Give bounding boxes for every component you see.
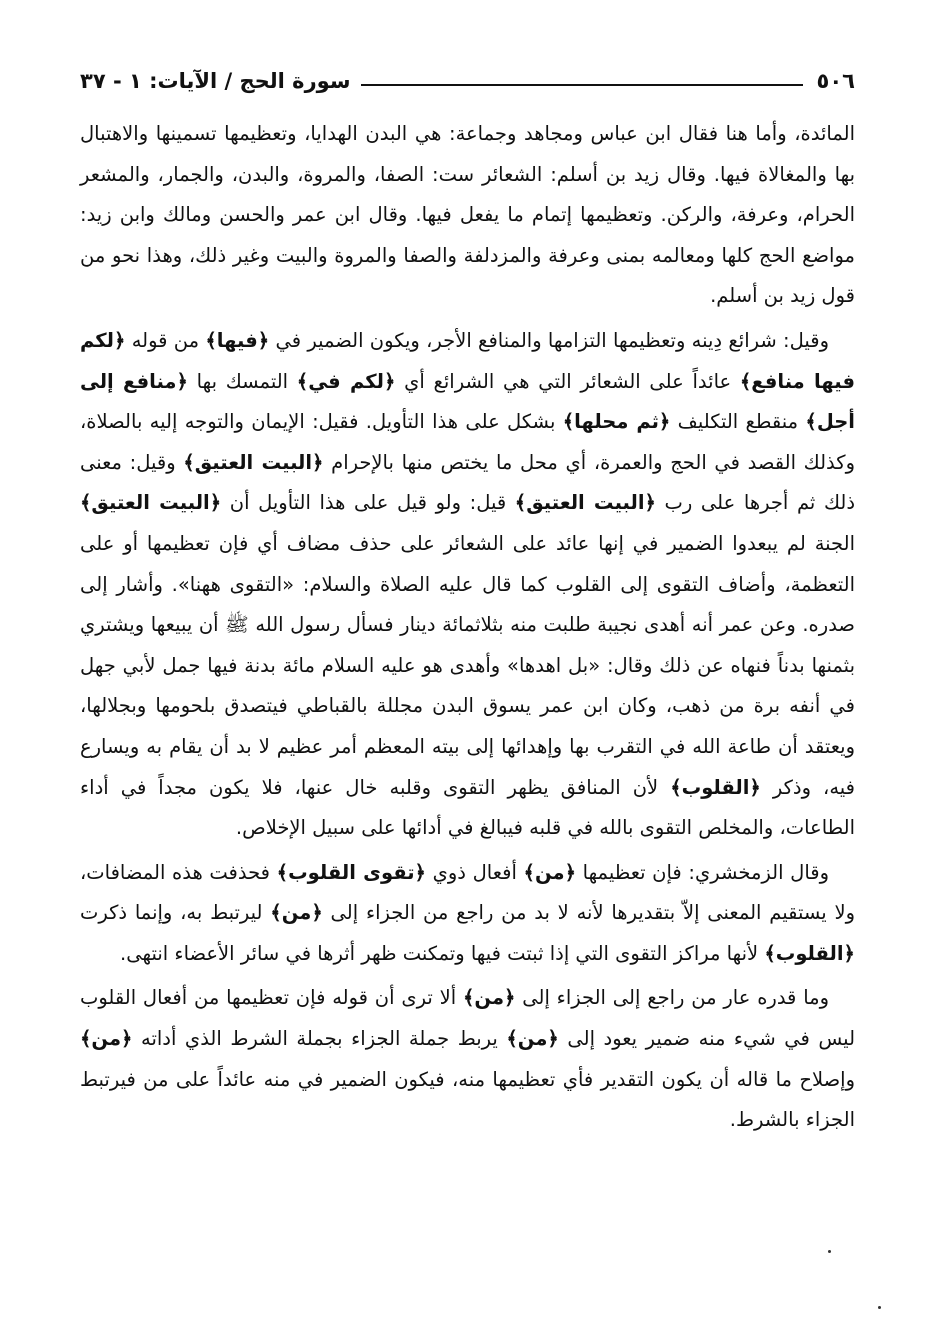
surah-title: سورة الحج / الآيات: ١ - ٣٧ [80, 69, 351, 93]
text-run: وقيل: معنى ذلك ثم أجرها على رب [80, 450, 856, 515]
quran-quote: ﴿لكم في﴾ [296, 369, 396, 393]
text-run: ليرتبط به، وإنما ذكرت [80, 901, 271, 925]
paragraph [80, 978, 855, 1140]
text-run: لأن المنافق يظهر التقوى وقلبه خال عنها، فلا يكون مجداً في أداء الطاعات، والمخلص التقوى بالله في قلبه فيبالغ في أدائها على سبيل الإخلاص. [80, 775, 855, 840]
quran-quote: ﴿من﴾ [462, 986, 516, 1010]
quran-quote: ﴿من﴾ [523, 860, 576, 884]
running-header [80, 58, 855, 92]
text-run: وقيل: شرائع دِينه وتعظيمها التزامها والمنافع الأجر، ويكون الضمير في [269, 328, 829, 352]
text-run: منقطع التكليف [670, 410, 806, 434]
header-rule [361, 84, 803, 86]
text-run: قيل: ولو قيل على هذا التأويل أن [221, 491, 515, 515]
text-run: من قوله [125, 328, 206, 352]
text-run: أفعال ذوي [426, 860, 524, 884]
paragraph [80, 853, 855, 975]
text-run: وقال الزمخشري: فإن تعظيمها [576, 860, 830, 884]
text-run: ألا ترى أن قوله فإن تعظيمها من أفعال القلوب ليس في شيء منه ضمير يعود إلى [80, 986, 856, 1051]
quran-quote: ﴿فيها﴾ [205, 328, 270, 352]
quran-quote: ﴿البيت العتيق﴾ [183, 450, 324, 474]
quran-quote: ﴿القلوب﴾ [764, 941, 855, 965]
text-run: وإصلاح ما قاله أن يكون التقدير فأي تعظيمها منه، فيكون الضمير في منه عائداً على من فيرتبط الجزاء بالشرط. [80, 1067, 855, 1132]
quran-quote: ﴿ثم محلها﴾ [562, 410, 671, 434]
text-run: التمسك بها [187, 369, 297, 393]
text-run: يربط جملة الجزاء بجملة الشرط الذي أداته [132, 1027, 507, 1051]
text-run: عائداً على الشعائر التي هي الشرائع أي [395, 369, 740, 393]
stray-ink-dot [828, 1250, 831, 1253]
text-run: وما قدره عار من راجع إلى الجزاء إلى [515, 986, 829, 1010]
stray-ink-dot [878, 1306, 881, 1309]
text-run: فحذفت هذه المضافات، ولا يستقيم المعنى إلاّ بتقديرها لأنه لا بد من راجع من الجزاء إلى [80, 860, 855, 925]
quran-quote: ﴿البيت العتيق﴾ [80, 491, 222, 515]
text-run: المائدة، وأما هنا فقال ابن عباس ومجاهد وجماعة: هي البدن الهدايا، وتعظيمها تسمينها والاهتبال بها والمغالاة فيها. وقال زيد بن أسلم: الشعائر ست: الصفا، والمروة، والبدن، والجمار، والمشعر الحرام، وعرفة، والركن. وتعظيمها إتمام ما يفعل فيها. وقال ابن عمر والحسن ومالك وابن زيد: مواضع الحج كلها ومعالمه بمنى وعرفة والمزدلفة والصفا والمروة والبيت وغير ذلك، وهذا نحو من قول زيد بن أسلم. [80, 122, 855, 308]
text-run: لأنها مراكز التقوى التي إذا ثبتت فيها وتمكنت ظهر أثرها في سائر الأعضاء انتهى. [120, 941, 765, 965]
quran-quote: ﴿تقوى القلوب﴾ [276, 860, 426, 884]
text-run: الجنة لم يبعدوا الضمير في إنها عائد على الشعائر على حذف مضاف أي فإن تعظيمها أو على التعظمة، وأضاف التقوى إلى القلوب كما قال عليه الصلاة والسلام: «التقوى ههنا». وأشار إلى صدره. وعن عمر أنه أهدى نجيبة طلبت منه بثلاثمائة دينار فسأل رسول الله ﷺ أن يبيعها ويشتري بثمنها بدناً فنهاه عن ذلك وقال: «بل اهدها» وأهدى هو عليه السلام مائة بدنة فيها جمل لأبي جهل في أنفه برة من ذهب، وكان ابن عمر يسوق البدن مجللة بالقباطي فيتصدق بلحومها وبجلالها، ويعتقد أن طاعة الله في التقرب بها وإهدائها إلى بيته المعظم أمر عظيم لا بد أن يقام به ويسارع فيه، وذكر [80, 531, 855, 799]
paragraph [80, 114, 855, 317]
body-text [80, 114, 855, 1141]
quran-quote: ﴿البيت العتيق﴾ [514, 491, 656, 515]
quran-quote: ﴿من﴾ [270, 901, 323, 925]
quran-quote: ﴿منافع إلى أجل﴾ [80, 369, 855, 434]
quran-quote: ﴿من﴾ [506, 1027, 559, 1051]
text-run: بشكل على هذا التأويل. فقيل: الإيمان والتوجه إليه بالصلاة، وكذلك القصد في الحج والعمرة، أي محل ما يختص منها بالإحرام [80, 410, 855, 474]
quran-quote: ﴿لكم فيها منافع﴾ [80, 328, 855, 393]
page-number: ٥٠٦ [816, 69, 855, 93]
quran-quote: ﴿القلوب﴾ [670, 775, 761, 799]
quran-quote: ﴿من﴾ [80, 1027, 133, 1051]
paragraph [80, 321, 855, 849]
